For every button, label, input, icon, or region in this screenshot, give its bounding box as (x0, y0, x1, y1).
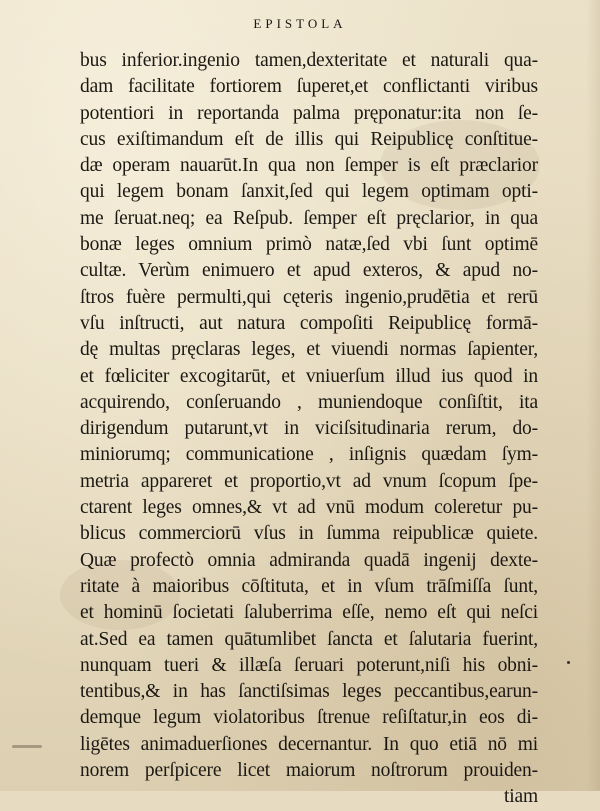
text-line: acquirendo, conſeruando , muniendoque conſiſtit, ita (80, 391, 538, 413)
text-line: bus inferior.ingenio tamen,dexteritate et naturali qua- (80, 50, 538, 71)
margin-mark (567, 661, 570, 664)
text-line: dam facilitate fortiorem ſuperet,et conflictanti viribus (80, 76, 538, 98)
text-line: cultæ. Verùm enimuero et apud exteros, & apud no- (80, 260, 538, 282)
text-line: dirigendum putarunt,vt in viciſsitudinaria rerum, do- (80, 418, 538, 440)
text-line: Quæ profectò omnia admiranda quadā ingenij dexte- (80, 549, 538, 571)
text-line: blicus commerciorū vſus in ſumma reipublicæ quiete. (80, 523, 538, 545)
text-line: dæ operam nauarūt.In qua non ſemper is eſt præclarior (80, 155, 538, 177)
catchword: tiam (503, 786, 538, 808)
text-line: et fœliciter excogitarūt, et vniuerſum illud ius quod in (80, 365, 538, 387)
text-line: at.Sed ea tamen quātumlibet ſancta et ſalutaria fuerint, (80, 628, 538, 650)
page-edge-shadow (586, 0, 600, 791)
text-line: vſu inſtructi, aut natura compoſiti Reipublicę formā- (80, 312, 538, 334)
text-line: dę multas pręclaras leges, et viuendi normas ſapienter, (80, 339, 538, 361)
text-line: me ſeruat.neq; ea Reſpub. ſemper eſt pręclarior, in qua (80, 207, 538, 229)
text-line: ctarent leges omnes,& vt ad vnū modum coleretur pu- (80, 497, 538, 519)
text-line: norem perſpicere licet maiorum noſtrorum prouiden- (80, 760, 538, 782)
ink-smudge (12, 745, 42, 748)
text-line: miniorumq; communicatione , inſignis quædam ſym- (80, 444, 538, 466)
running-head: EPISTOLA (253, 16, 347, 31)
text-line: demque legum violatoribus ſtrenue reſiſtatur,in eos di- (80, 707, 538, 729)
text-line: tentibus,& in has ſanctiſsimas leges peccantibus,earun- (80, 681, 538, 703)
text-line: ritate à maioribus cōſtituta, et in vſum trāſmiſſa ſunt, (80, 575, 538, 597)
text-line: potentiori in reportanda palma pręponatur:ita non ſe- (80, 102, 538, 124)
text-line: ſtros fuère permulti,qui cęteris ingenio,prudētia et rerū (80, 286, 538, 308)
body-text (80, 48, 538, 811)
text-line: metria appareret et proportio,vt ad vnum ſcopum ſpe- (80, 470, 538, 492)
text-line: nunquam tueri & illæſa ſeruari poterunt,niſi his obni- (80, 654, 538, 676)
text-line: et hominū ſocietati ſaluberrima eſſe, nemo eſt qui neſci (80, 602, 538, 624)
text-line: bonæ leges omnium primò natæ,ſed vbi ſunt optimē (80, 234, 538, 256)
text-line: ligētes animaduerſiones decernantur. In quo etiā nō mi (80, 733, 538, 755)
text-line: qui legem bonam ſanxit,ſed qui legem optimam opti- (80, 181, 538, 203)
text-line: cus exiſtimandum eſt de illis qui Reipublicę conſtitue- (80, 128, 538, 150)
